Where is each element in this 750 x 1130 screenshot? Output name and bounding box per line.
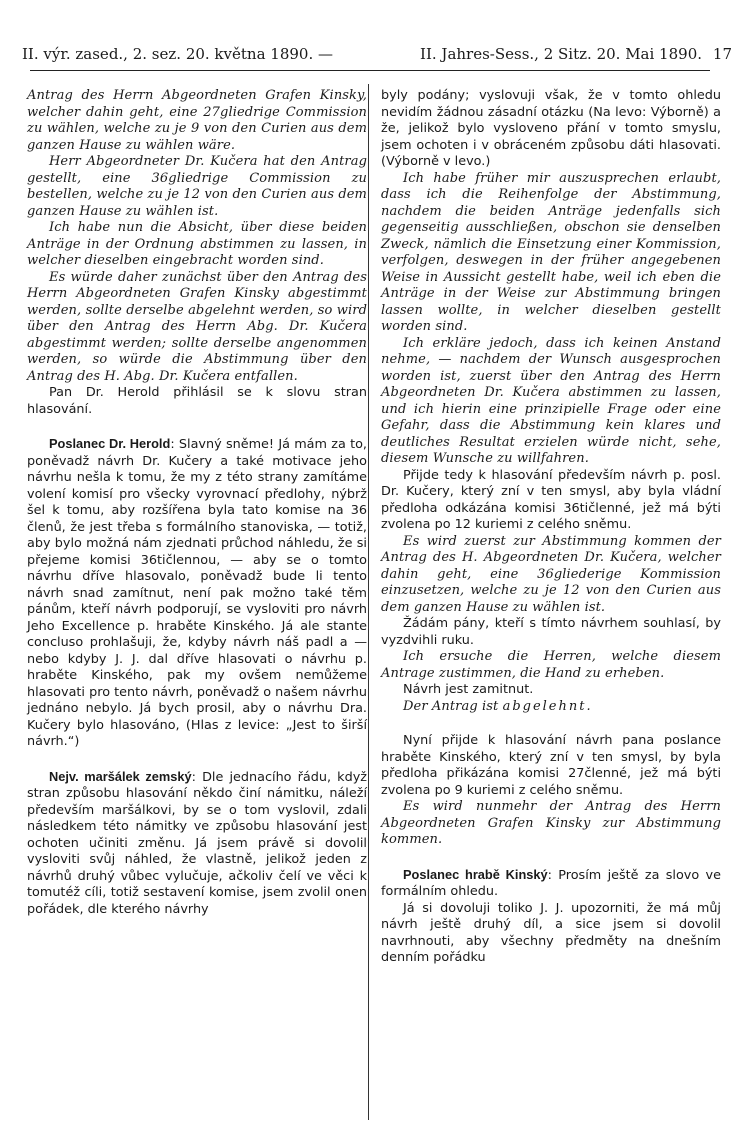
paragraph: Der Antrag ist abgelehnt. bbox=[403, 698, 593, 714]
speech-paragraph: Poslanec hrabě Kinský: Prosím ještě za slovo ve formálním ohledu. bbox=[381, 866, 721, 899]
header-czech: II. výr. zased., 2. sez. 20. května 1890. — bbox=[22, 45, 333, 63]
right-column bbox=[381, 88, 721, 967]
paragraph: Žádám pány, kteří s tímto návrhem souhlasí, by vyzdvihli ruku. bbox=[381, 616, 721, 648]
speech-paragraph: Poslanec Dr. Herold: Slavný sněme! Já mám za to, poněvadž návrh Dr. Kučery a také motivace jeho návrhu nešla k tomu, že my z této strany zamítáme volení komisí pro všecky vyrovnací předlohy, nýbrž šel k tomu, aby rozšířena byla tato komise na 36 členů, že jest třeba s formálního stanoviska, — totiž, aby bylo možná nám zjednati průchod náhledu, že si přejeme komisi 36tičlennou, — aby se o tomto návrhu dříve hlasovalo, poněvadž bude li tento návrh snad zamítnut, není pak možno také těm pánům, kteří návrh podporují, se vysloviti pro návrh Jeho Excellence p. hraběte Kinského. Já ale stante concluso prohlašuji, že, kdyby návrh náš padl a — nebo kdyby J. J. dal dříve hlasovati o návrhu p. hraběte Kinského, pak my ovšem nemůžeme hlasovati pro tento návrh, poněvadž o našem návrhu jednáno nebylo. Já bych prosil, aby o návrhu Dra. Kučery bylo hlasováno, (Hlas z levice: „Jest to širší návrh.“) bbox=[27, 436, 367, 749]
paragraph: Návrh jest zamitnut. bbox=[403, 682, 534, 697]
speech-paragraph: Nejv. maršálek zemský: Dle jednacího řádu, když stran způsobu hlasování někdo činí námitku, náleží především maršálkovi, by se o tom vyslovil, zdali následkem této námitky ve způsobu hlasování jest ochoten učiniti změnu. Já jsem právě si dovolil vysloviti svůj náhled, že vlastně, jelikož jeden z návrhů druhý vůbec vylučuje, ačkoliv čelí ve věci k tomutéž cíli, totiž sestavení komise, jsem zvolil onen pořádek, dle kterého návrhy bbox=[27, 768, 367, 917]
left-column bbox=[27, 88, 367, 918]
paragraph: Herr Abgeordneter Dr. Kučera hat den Antrag gestellt, eine 36gliedrige Commission zu bestellen, welche zu je 12 von den Curien aus dem ganzen Hause zu wählen ist. bbox=[27, 154, 367, 219]
column-divider bbox=[368, 84, 369, 1120]
speaker-name: Nejv. maršálek zemský bbox=[49, 768, 192, 784]
speaker-name: Poslanec Dr. Herold bbox=[49, 436, 171, 451]
speaker-name: Poslanec hrabě Kinský bbox=[403, 866, 548, 882]
paragraph: Antrag des Herrn Abgeordneten Grafen Kinsky, welcher dahin geht, eine 27gliedrige Commission zu wählen, welche zu je 9 von den Curien aus dem ganzen Hause zu wählen wäre. bbox=[27, 88, 367, 153]
paragraph: Es wird zuerst zur Abstimmung kommen der Antrag des H. Abgeordneten Dr. Kučera, welcher dahin geht, eine 36gliederige Kommission einzusetzen, welche zu je 12 von den Curien aus dem ganzen Hause zu wählen ist. bbox=[381, 533, 721, 615]
paragraph: Ich ersuche die Herren, welche diesem Antrage zustimmen, die Hand zu erheben. bbox=[381, 649, 721, 681]
paragraph: Es würde daher zunächst über den Antrag des Herrn Abgeordneten Grafen Kinsky abgestimmt werden, sollte derselbe abgelehnt werden, so wird über den Antrag des Herrn Abg. Dr. Kučera abgestimmt werden; sollte derselbe angenommen werden, so würde die Abstimmung über den Antrag des H. Abg. Dr. Kučera entfallen. bbox=[27, 269, 367, 384]
page-header bbox=[22, 40, 732, 68]
paragraph: Já si dovoluji toliko J. J. upozorniti, že má můj návrh ještě druhý díl, a sice jsem si dovolil navrhnouti, aby všechny předměty na dnešním denním pořádku bbox=[381, 900, 721, 965]
page-number: 17 bbox=[712, 45, 732, 63]
paragraph: Ich habe früher mir auszusprechen erlaubt, dass ich die Reihenfolge der Abstimmung, nachdem die beiden Anträge jedenfalls sich gegenseitig ausschließen, obschon sie denselben Zweck, nämlich die Einsetzung einer Kommission, verfolgen, deswegen in der früher angegebenen Weise in Aussicht gestellt habe, weil ich eben die Anträge in der Weise zur Abstimmung bringen lassen wollte, in welcher dieselben gestellt worden sind. bbox=[381, 170, 721, 334]
paragraph: Ich habe nun die Absicht, über diese beiden Anträge in der Ordnung abstimmen zu lassen, in welcher dieselben eingebracht worden sind. bbox=[27, 220, 367, 268]
paragraph: Přijde tedy k hlasování především návrh p. posl. Dr. Kučery, který zní v ten smysl, aby byla vládní předloha odkázána komisi 36tičlenné, jež má býti zvolena po 12 kuriemi z celého sněmu. bbox=[381, 467, 721, 532]
paragraph: Es wird nunmehr der Antrag des Herrn Abgeordneten Grafen Kinsky zur Abstimmung kommen. bbox=[381, 799, 721, 847]
paragraph: byly podány; vyslovuji však, že v tomto ohledu nevidím žádnou zásadní otázku (Na levo: Výborně) a že, jelikož bylo vysloveno přání v tomto smyslu, jsem ochoten i v obráceném způsobu dáti hlasovati. (Výborně v levo.) bbox=[381, 88, 721, 169]
header-rule bbox=[30, 70, 710, 71]
paragraph: Pan Dr. Herold přihlásil se k slovu stran hlasování. bbox=[27, 385, 367, 417]
header-german: II. Jahres-Sess., 2 Sitz. 20. Mai 1890. bbox=[420, 45, 702, 63]
paragraph: Nyní přijde k hlasování návrh pana poslance hraběte Kinského, který zní v ten smysl, by byla předloha přikázána komisi 27členné, jež má býti zvolena po 9 kuriemi z celého sněmu. bbox=[381, 733, 721, 798]
paragraph: Ich erkläre jedoch, dass ich keinen Anstand nehme, — nachdem der Wunsch ausgesprochen worden ist, zuerst über den Antrag des Herrn Abgeordneten Dr. Kučera abstimmen zu lassen, und ich hierin eine prinzipielle Frage oder eine Gefahr, dass die Abstimmung kein klares und deutliches Resultat erzielen würde nicht, sehe, diesem Wunsche zu willfahren. bbox=[381, 335, 721, 466]
